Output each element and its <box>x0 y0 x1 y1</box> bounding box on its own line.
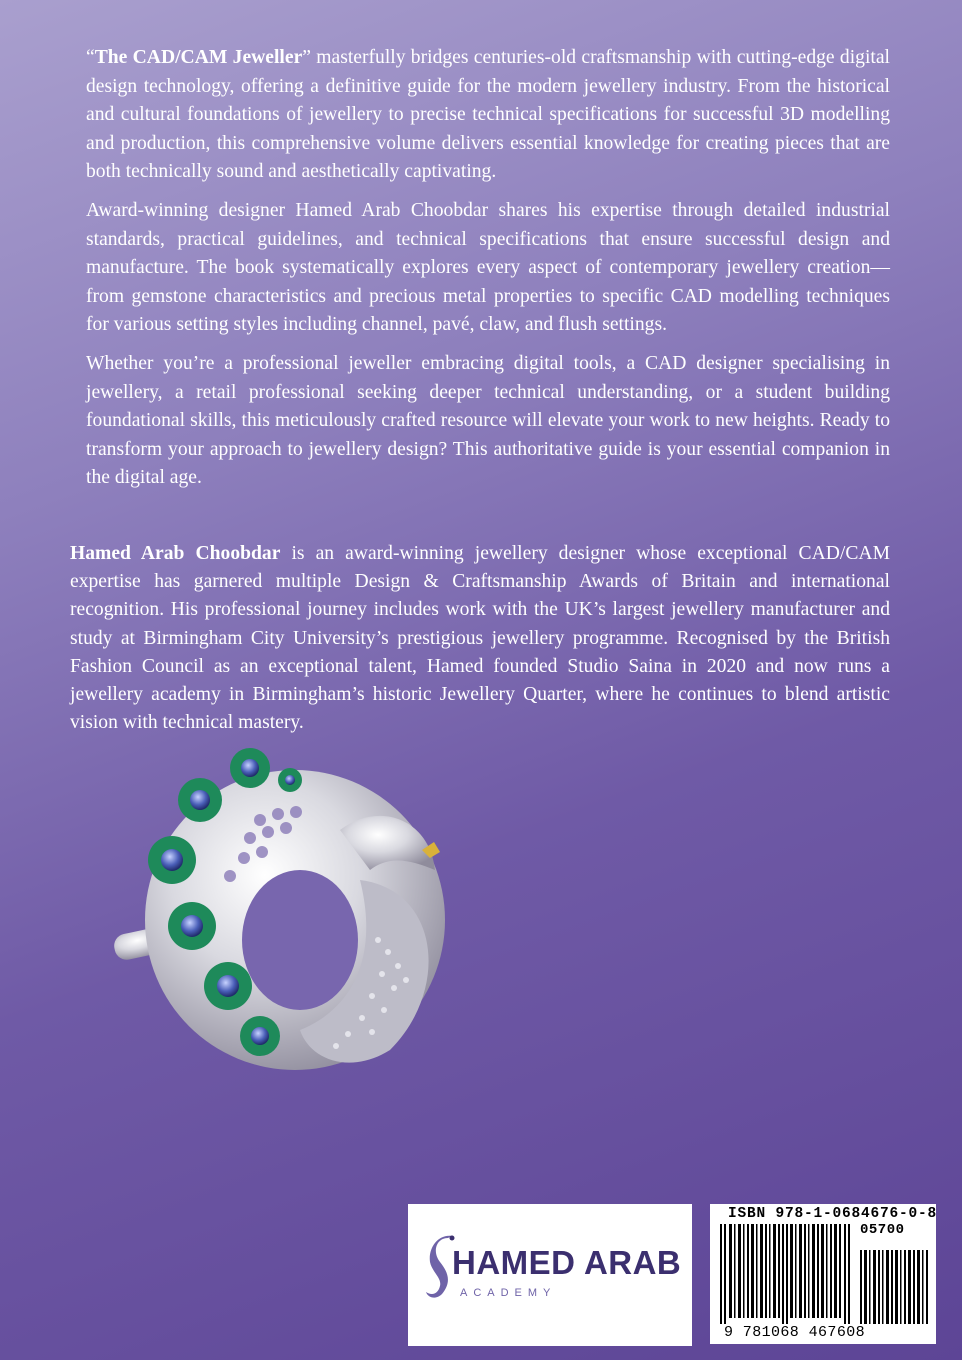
close-quote: ” <box>302 47 311 68</box>
logo-subtitle: ACADEMY <box>460 1287 557 1299</box>
author-name: Hamed Arab Choobdar <box>70 543 281 564</box>
isbn-text: ISBN 978-1-0684676-0-8 <box>728 1206 938 1222</box>
author-bio-paragraph <box>70 540 890 737</box>
blurb-paragraph-1-text: masterfully bridges centuries-old craftsmanship with cutting-edge digital design technology, offering a definitive guide for the modern jewellery industry. From the historical and cultural foundations of jewellery to precise technical specifications for successful 3D modelling and production, this comprehensive volume delivers essential knowledge for creating pieces that are both technically sound and aesthetically captivating. <box>86 47 890 183</box>
peacock-ring-image <box>110 730 470 1090</box>
blurb-paragraph-3: Whether you’re a professional jeweller embracing digital tools, a CAD designer specialising in jewellery, a retail professional seeking deeper technical understanding, or a student building foundational skills, this meticulously crafted resource will elevate your work to new heights. Ready to transform your approach to jewellery design? This authoritative guide is your essential companion in the digital age. <box>86 352 890 489</box>
isbn-barcode <box>710 1204 936 1344</box>
blurb <box>86 44 890 503</box>
blurb-paragraph-2: Award-winning designer Hamed Arab Choobdar shares his expertise through detailed industrial standards, practical guidelines, and technical specifications that ensure successful design and manufacture. The book systematically explores every aspect of contemporary jewellery creation—from gemstone characteristics and precious metal properties to specific CAD modelling techniques for various setting styles including channel, pavé, claw, and flush settings. <box>86 199 890 336</box>
book-title: The CAD/CAM Jeweller <box>94 47 303 68</box>
blurb-paragraph-1 <box>86 44 890 187</box>
publisher-logo <box>408 1204 692 1346</box>
author-bio-text: is an award-winning jewellery designer whose exceptional CAD/CAM expertise has garnered multiple Design & Craftsmanship Awards of Britain and international recognition. His professional journey includes work with the UK’s largest jewellery manufacturer and study at Birmingham City University’s prestigious jewellery programme. Recognised by the British Fashion Council as an exceptional talent, Hamed founded Studio Saina in 2020 and now runs a jewellery academy in Birmingham’s historic Jewellery Quarter, where he continues to blend artistic vision with technical mastery. <box>70 543 890 734</box>
peacock-ring-illustration <box>110 730 470 1090</box>
barcode-bars <box>718 1224 930 1324</box>
open-quote: “ <box>86 47 95 68</box>
logo-wordmark: HAMED ARAB <box>452 1244 682 1281</box>
barcode-digits: 9 781068 467608 <box>724 1324 866 1341</box>
author-bio <box>70 540 890 737</box>
price-code: 05700 <box>860 1222 905 1238</box>
